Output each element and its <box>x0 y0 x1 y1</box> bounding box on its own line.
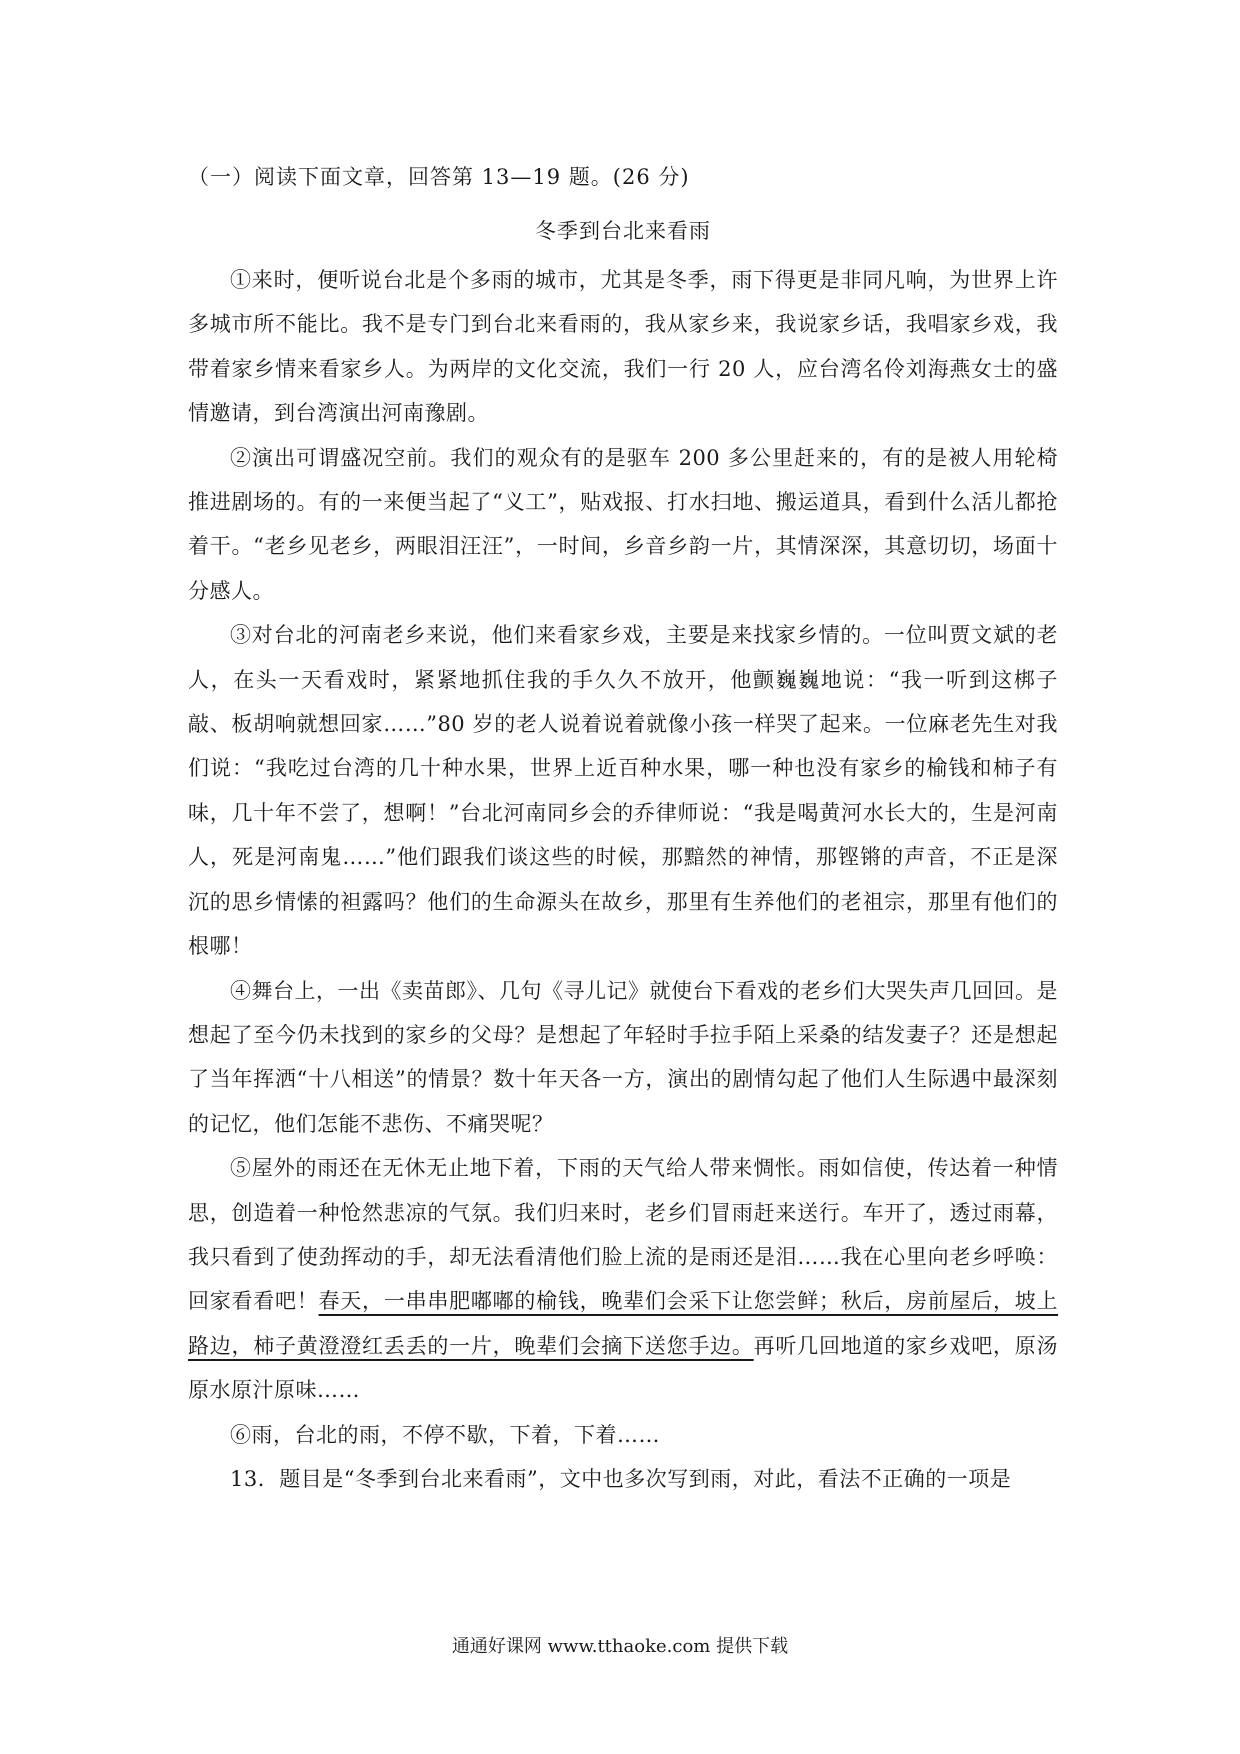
section-heading: （一）阅读下面文章，回答第 13—19 题。(26 分) <box>188 165 690 189</box>
paragraph-3: ③对台北的河南老乡来说，他们来看家乡戏，主要是来找家乡情的。一位叫贾文斌的老人，在头一天看戏时，紧紧地抓住我的手久久不放开，他颤巍巍地说：“我一听到这梆子敲、板胡响就想回家……”80 岁的老人说着说着就像小孩一样哭了起来。一位麻老先生对我们说：“我吃过台湾的几十种水果，世界上近百种水果，哪一种也没有家乡的榆钱和柿子有味，几十年不尝了，想啊！”台北河南同乡会的乔律师说：“我是喝黄河水长大的，生是河南人，死是河南鬼……”他们跟我们谈这些的时候，那黯然的神情，那铿锵的声音，不正是深沉的思乡情愫的袒露吗？他们的生命源头在故乡，那里有生养他们的老祖宗，那里有他们的根哪！ <box>188 623 1058 959</box>
paragraph-5 <box>188 1146 1058 1412</box>
article-title: 冬季到台北来看雨 <box>535 219 711 243</box>
paragraph-4: ④舞台上，一出《卖苗郎》、几句《寻儿记》就使台下看戏的老乡们大哭失声几回回。是想起了至今仍未找到的家乡的父母？是想起了年轻时手拉手陌上采桑的结发妻子？还是想起了当年挥洒“十八相送”的情景？数十年天各一方，演出的剧情勾起了他们人生际遇中最深刻的记忆，他们怎能不悲伤、不痛哭呢？ <box>188 978 1058 1136</box>
paragraph-5-text-before: ⑤屋外的雨还在无休无止地下着，下雨的天气给人带来惆怅。雨如信使，传达着一种情思，创造着一种怆然悲凉的气氛。我们归来时，老乡们冒雨赶来送行。车开了，透过雨幕，我只看到了使劲挥动的手，却无法看清他们脸上流的是雨还是泪……我在心里向老乡呼唤：回家看看吧！ <box>188 1156 1058 1314</box>
paragraph-2: ②演出可谓盛况空前。我们的观众有的是驱车 200 多公里赶来的，有的是被人用轮椅推进剧场的。有的一来便当起了“义工”，贴戏报、打水扫地、搬运道具，看到什么活儿都抢着干。“老乡见老乡，两眼泪汪汪”，一时间，乡音乡韵一片，其情深深，其意切切，场面十分感人。 <box>188 445 1058 603</box>
paragraph-5-underlined-sentence: 春天，一串串肥嘟嘟的榆钱，晚辈们会采下让您尝鲜；秋后，房前屋后，坡上路边，柿子黄澄澄红丢丢的一片，晚辈们会摘下送您手边。 <box>188 1289 1059 1358</box>
paragraph-1: ①来时，便听说台北是个多雨的城市，尤其是冬季，雨下得更是非同凡响，为世界上许多城市所不能比。我不是专门到台北来看雨的，我从家乡来，我说家乡话，我唱家乡戏，我带着家乡情来看家乡人。为两岸的文化交流，我们一行 20 人，应台湾名伶刘海燕女士的盛情邀请，到台湾演出河南豫剧。 <box>188 268 1058 426</box>
paragraph-6: ⑥雨，台北的雨，不停不歇，下着，下着…… <box>230 1422 660 1447</box>
page-footer: 通通好课网 www.tthaoke.com 提供下载 <box>451 1636 789 1657</box>
document-body <box>188 150 1058 1501</box>
question-13: 13．题目是“冬季到台北来看雨”，文中也多次写到雨，对此，看法不正确的一项是 <box>230 1466 1012 1491</box>
paragraph-5-text-after: 再听几回地道的家乡戏吧，原汤原水原汁原味…… <box>188 1333 1059 1403</box>
